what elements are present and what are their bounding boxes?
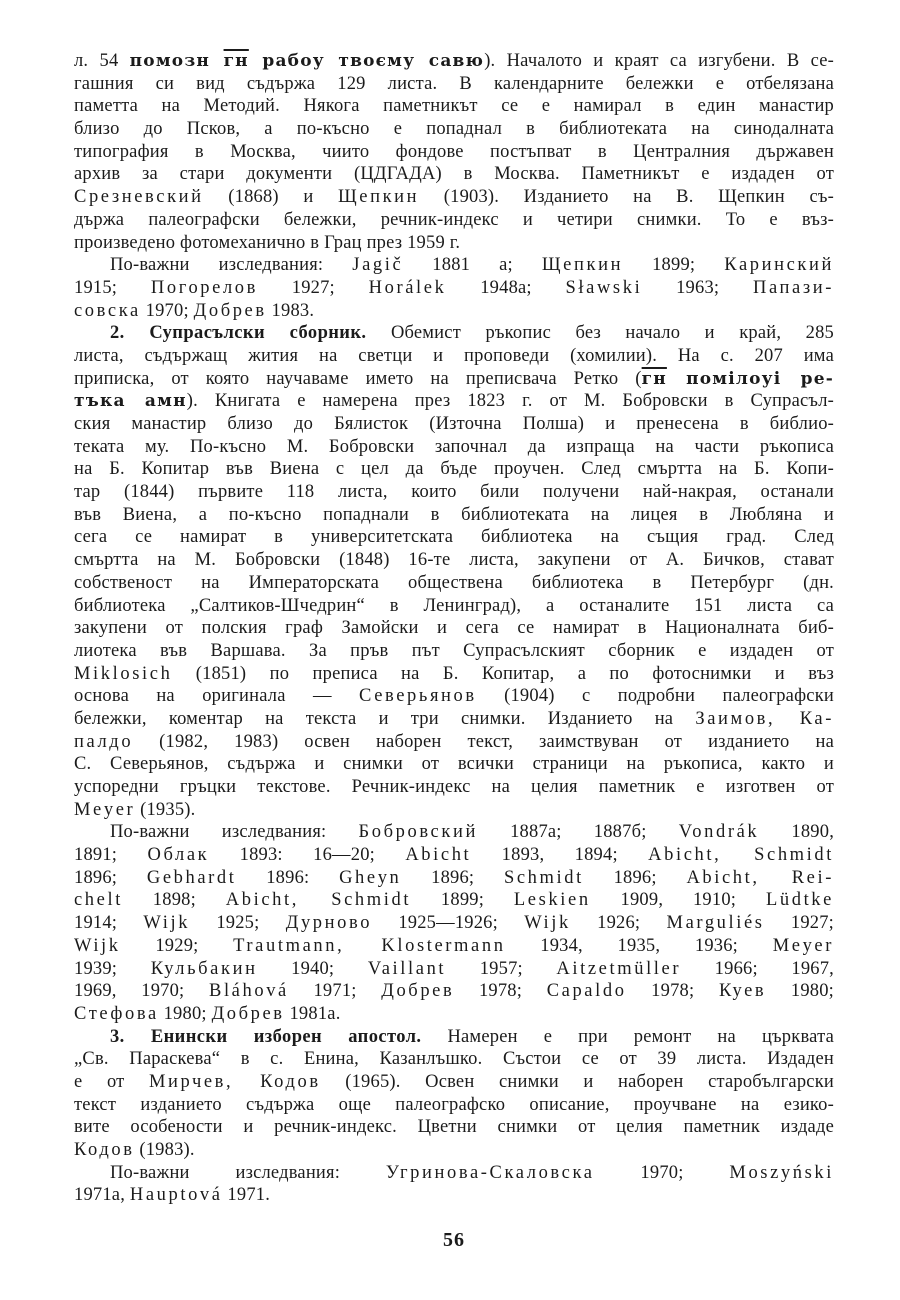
author-name: Schmidt xyxy=(503,867,584,888)
author-name: совска xyxy=(74,300,141,321)
text-segment: 1981а. xyxy=(284,1003,341,1024)
text-segment: 1927; xyxy=(764,913,835,934)
text-segment: приписка, от която научаваме името на преписвача Ретко ( xyxy=(74,368,642,389)
old-church-slavonic-quote: помозн xyxy=(129,51,224,71)
author-name: Leskien xyxy=(513,890,591,911)
text-line xyxy=(74,254,834,277)
text-segment: „Св. Параскева“ в с. Енина, Казанлъшко. Състои се от 39 листа. Издаден xyxy=(74,1049,834,1070)
text-segment: 1980; xyxy=(158,1003,212,1024)
suprasliensis-bibliography xyxy=(74,821,834,1025)
text-segment: 1896; xyxy=(74,867,147,888)
text-line xyxy=(74,1026,834,1049)
author-name: Vondrák xyxy=(678,822,760,843)
author-name: Hauptová xyxy=(129,1185,223,1206)
author-name: Погорелов xyxy=(150,277,258,298)
text-segment: държа палеографски бележки, речник-индекс и четири снимки. То е въз- xyxy=(74,209,834,230)
text-line xyxy=(74,481,834,504)
text-segment: (1903). Изданието на В. Щепкин съ- xyxy=(419,187,834,208)
text-segment: текст изданието съдържа още палеографско описание, проучване на езико- xyxy=(74,1094,834,1115)
text-segment: 1969, 1970; xyxy=(74,981,209,1002)
text-segment: 1957; xyxy=(446,958,557,979)
text-segment: архив за стари документи (ЦДГАДА) в Москва. Паметникът е издаден от xyxy=(74,164,834,185)
text-line xyxy=(74,300,834,323)
text-line xyxy=(74,889,834,912)
text-line xyxy=(74,50,834,73)
text-segment: произведено фотомеханично в Грац през 1959 г. xyxy=(74,232,461,253)
author-name: Щепкин xyxy=(338,187,420,208)
text-segment: смъртта на М. Бобровски (1848) 16-те листа, закупени от А. Бичков, стават xyxy=(74,550,834,571)
author-name: Срезневский xyxy=(74,187,204,208)
text-segment: 1927; xyxy=(257,277,369,298)
text-segment: 1887а; 1887б; xyxy=(477,822,679,843)
text-segment: (1983). xyxy=(134,1140,195,1160)
text-segment: 1940; xyxy=(257,958,368,979)
text-line xyxy=(74,232,834,255)
author-name: Каринский xyxy=(724,255,835,276)
text-segment: закупени от полския граф Замойски и сега се намират в Националната биб- xyxy=(74,618,834,639)
text-line xyxy=(74,935,834,958)
text-line xyxy=(74,799,834,822)
text-segment: успоредни гръцки текстове. Речник-индекс на целия паметник е изготвен от xyxy=(74,777,834,797)
old-church-slavonic-quote: тъка амн xyxy=(74,391,187,412)
text-segment: на Б. Копитар във Виена с цел да бъде проучен. След смъртта на Б. Копи- xyxy=(74,459,834,480)
text-segment: 1893: 16—20; xyxy=(209,845,406,866)
text-segment: 1971а, xyxy=(74,1185,130,1206)
page-number: 56 xyxy=(443,1229,465,1252)
author-name: Кодов xyxy=(74,1140,135,1160)
text-segment: 1896; xyxy=(401,867,504,888)
author-name: Gheyn xyxy=(339,867,402,888)
author-name: Gebhardt xyxy=(146,867,237,888)
text-segment: 1971. xyxy=(222,1185,271,1206)
codex-suprasliensis-entry xyxy=(74,322,834,821)
author-name: Vaillant xyxy=(367,958,447,979)
text-segment: 1980; xyxy=(766,981,835,1002)
author-name: Lüdtke xyxy=(765,890,834,911)
text-segment: 1914; xyxy=(74,913,144,934)
text-segment: 1890, xyxy=(759,822,835,843)
text-line xyxy=(74,685,834,708)
text-line xyxy=(74,912,834,935)
text-segment: ). Началото и краят са изгубени. В се- xyxy=(484,51,835,71)
text-segment: 1925; xyxy=(190,913,286,934)
text-line xyxy=(74,1071,834,1094)
text-line xyxy=(74,413,834,436)
author-name: Wijk xyxy=(143,913,191,934)
author-name: Заимов, Ка- xyxy=(695,708,835,729)
text-line xyxy=(74,322,834,345)
text-line xyxy=(74,1003,834,1026)
sava-book-continuation xyxy=(74,50,834,254)
text-segment: библиотека „Салтиков-Шчедрин“ в Ленинград), а останалите 151 листа са xyxy=(74,595,834,616)
text-segment: близо до Псков, а по-късно е попаднал в библиотеката на синодалната xyxy=(74,119,834,140)
text-segment: 1925—1926; xyxy=(372,913,525,934)
text-line xyxy=(74,141,834,164)
author-name: Wijk xyxy=(74,935,121,956)
author-name: Добрев xyxy=(211,1003,285,1024)
text-segment: (1965). Освен снимки и наборен старобългарски xyxy=(320,1071,834,1092)
text-segment: (1868) и xyxy=(203,187,339,208)
text-segment: 1898; xyxy=(122,890,226,911)
text-segment: (1935). xyxy=(135,799,196,820)
text-line xyxy=(74,436,834,459)
text-segment: паметта на Методий. Някога паметникът се е намирал в един манастир xyxy=(74,96,834,117)
author-name: Abicht xyxy=(405,845,472,866)
text-segment: 1963; xyxy=(642,277,753,298)
text-segment: 1926; xyxy=(570,913,667,934)
author-name: Abicht, Schmidt xyxy=(648,845,834,866)
author-name: Meyer xyxy=(74,799,136,820)
author-name: Meyer xyxy=(772,935,834,956)
text-line xyxy=(74,663,834,686)
text-line xyxy=(74,73,834,96)
text-segment: Намерен е при ремонт на църквата xyxy=(421,1026,834,1047)
text-segment: (1982, 1983) освен наборен текст, заимствуван от изданието на xyxy=(133,731,834,752)
text-line xyxy=(74,526,834,549)
text-line xyxy=(74,867,834,890)
text-line xyxy=(74,458,834,481)
text-line xyxy=(74,95,834,118)
text-line xyxy=(74,980,834,1003)
text-line xyxy=(74,390,834,413)
author-name: Бобровский xyxy=(358,822,478,843)
text-segment: По-важни изследвания: xyxy=(110,1162,386,1183)
text-segment: теката му. По-късно М. Бобровски започнал да изпраща на части ръкописа xyxy=(74,436,834,457)
text-segment: лиотека във Варшава. За пръв път Супрасълският сборник е издаден от xyxy=(74,640,834,661)
author-name: Miklosich xyxy=(74,663,173,684)
text-line xyxy=(74,821,834,844)
text-line xyxy=(74,1139,834,1162)
text-line xyxy=(74,617,834,640)
text-segment: 1939; xyxy=(74,958,151,979)
page-text xyxy=(74,50,834,1207)
text-segment: 1978; xyxy=(626,981,719,1002)
text-line xyxy=(74,1094,834,1117)
text-segment: 1971; xyxy=(288,981,382,1002)
text-line xyxy=(74,1184,834,1207)
text-segment: вите особености и речник-индекс. Цветни снимки от целия паметник издаде xyxy=(74,1117,834,1138)
text-segment: 1899; xyxy=(623,255,725,276)
text-segment: основа на оригинала — xyxy=(74,686,360,707)
text-segment: 1978; xyxy=(454,981,547,1002)
text-segment: 1881 а; xyxy=(403,255,542,276)
author-name: Добрев xyxy=(381,981,455,1002)
text-line xyxy=(74,753,834,776)
author-name: Bláhová xyxy=(209,981,289,1002)
author-name: Sławski xyxy=(565,277,643,298)
author-name: Мирчев, Кодов xyxy=(149,1071,321,1092)
text-line xyxy=(74,345,834,368)
author-name: палдо xyxy=(74,731,134,752)
text-line xyxy=(74,640,834,663)
text-segment: 1909, 1910; xyxy=(590,890,766,911)
author-name: Abicht, Rei- xyxy=(686,867,834,888)
text-segment: 1970; xyxy=(594,1162,730,1183)
text-line xyxy=(74,549,834,572)
author-name: Aitzetmüller xyxy=(556,958,682,979)
author-name: Куев xyxy=(718,981,767,1002)
author-name: Horálek xyxy=(368,277,447,298)
enina-apostolos-entry xyxy=(74,1026,834,1162)
text-segment: 1891; xyxy=(74,845,148,866)
text-segment: сега се намират в университетската библиотека на същия град. След xyxy=(74,527,834,548)
text-segment: 1896: xyxy=(236,867,340,888)
author-name: Стефова xyxy=(74,1003,159,1024)
author-name: Щепкин xyxy=(541,255,624,276)
old-church-slavonic-quote: рабоу твоєму савю xyxy=(248,51,485,71)
text-line xyxy=(74,844,834,867)
text-line xyxy=(74,958,834,981)
author-name: Marguliés xyxy=(666,913,765,934)
author-name: Северьянов xyxy=(359,686,477,707)
author-name: Дурново xyxy=(285,913,373,934)
text-segment: 1934, 1935, 1936; xyxy=(505,935,773,956)
text-segment: във Виена, а по-късно попаднали в библиотеката на лицея в Любляна и xyxy=(74,504,834,525)
text-line xyxy=(74,1116,834,1139)
author-name: Abicht, Schmidt xyxy=(225,890,412,911)
text-segment: 1983. xyxy=(266,300,315,321)
text-segment: С. Северьянов, съдържа и снимки от всички страници на ръкописа, както и xyxy=(74,754,834,775)
enina-bibliography xyxy=(74,1162,834,1207)
text-line xyxy=(74,572,834,595)
text-line xyxy=(74,708,834,731)
text-line xyxy=(74,595,834,618)
old-church-slavonic-quote: гн xyxy=(223,51,249,71)
text-segment: 1899; xyxy=(411,890,514,911)
author-name: Jagič xyxy=(352,255,404,276)
text-segment: 1948а; xyxy=(446,277,566,298)
text-segment: 1970; xyxy=(140,300,194,321)
author-name: Добрев xyxy=(193,300,267,321)
text-segment: 1966; 1967, xyxy=(681,958,834,979)
text-segment: типография в Москва, чиито фондове постъпват в Централния държавен xyxy=(74,141,834,162)
author-name: Wijk xyxy=(524,913,571,934)
author-name: Угринова-Скаловска xyxy=(385,1162,595,1183)
text-segment: ). Книгата е намерена през 1823 г. от М. Бобровски в Супрасъл- xyxy=(186,391,834,412)
author-name: chelt xyxy=(74,890,123,911)
sava-book-bibliography xyxy=(74,254,834,322)
text-segment: ския манастир близо до Бялисток (Източна Полша) и пренесена в библио- xyxy=(74,414,834,434)
text-line xyxy=(74,209,834,232)
entry-heading: 3. Енински изборен апостол. xyxy=(110,1026,422,1047)
author-name: Capaldo xyxy=(546,981,627,1002)
text-segment: собственост на Императорската обществена библиотека в Петербург (дн. xyxy=(74,572,834,593)
entry-heading: 2. Супрасълски сборник. xyxy=(110,323,367,344)
text-line xyxy=(74,118,834,141)
old-church-slavonic-quote: помілоуі ре- xyxy=(666,368,834,389)
text-line xyxy=(74,1162,834,1185)
text-segment: (1904) с подробни палеографски xyxy=(476,686,834,707)
text-segment: листа, съдържащ жития на светци и проповеди (хомилии). На с. 207 има xyxy=(74,345,834,366)
text-segment: 1915; xyxy=(74,277,151,298)
author-name: Moszyński xyxy=(729,1162,835,1183)
author-name: Папази- xyxy=(753,277,835,298)
text-line xyxy=(74,776,834,799)
author-name: Кульбакин xyxy=(150,958,258,979)
text-line xyxy=(74,163,834,186)
text-segment: е от xyxy=(74,1071,149,1092)
text-line xyxy=(74,277,834,300)
text-segment: 1896; xyxy=(583,867,687,888)
text-segment: 1929; xyxy=(120,935,234,956)
text-line xyxy=(74,368,834,391)
text-segment: (1851) по преписа на Б. Копитар, а по фотоснимки и въз xyxy=(172,663,834,684)
text-line xyxy=(74,504,834,527)
text-segment: тар (1844) първите 118 листа, които били получени най-накрая, останали xyxy=(74,482,834,503)
text-line xyxy=(74,731,834,754)
author-name: Trautmann, Klostermann xyxy=(233,935,506,956)
text-segment: бележки, коментар на текста и три снимки. Изданието на xyxy=(74,708,696,729)
text-segment: 1893, 1894; xyxy=(471,845,649,866)
text-segment: По-важни изследвания: xyxy=(110,255,353,276)
text-segment: л. 54 xyxy=(74,51,130,71)
text-line xyxy=(74,186,834,209)
text-line xyxy=(74,1048,834,1071)
text-segment: Обемист ръкопис без начало и край, 285 xyxy=(366,323,835,344)
author-name: Облак xyxy=(147,845,210,866)
text-segment: гашния си вид съдържа 129 листа. В календарните бележки е отбелязана xyxy=(74,73,834,94)
text-segment: По-важни изследвания: xyxy=(110,822,359,843)
old-church-slavonic-quote: гн xyxy=(641,368,667,389)
